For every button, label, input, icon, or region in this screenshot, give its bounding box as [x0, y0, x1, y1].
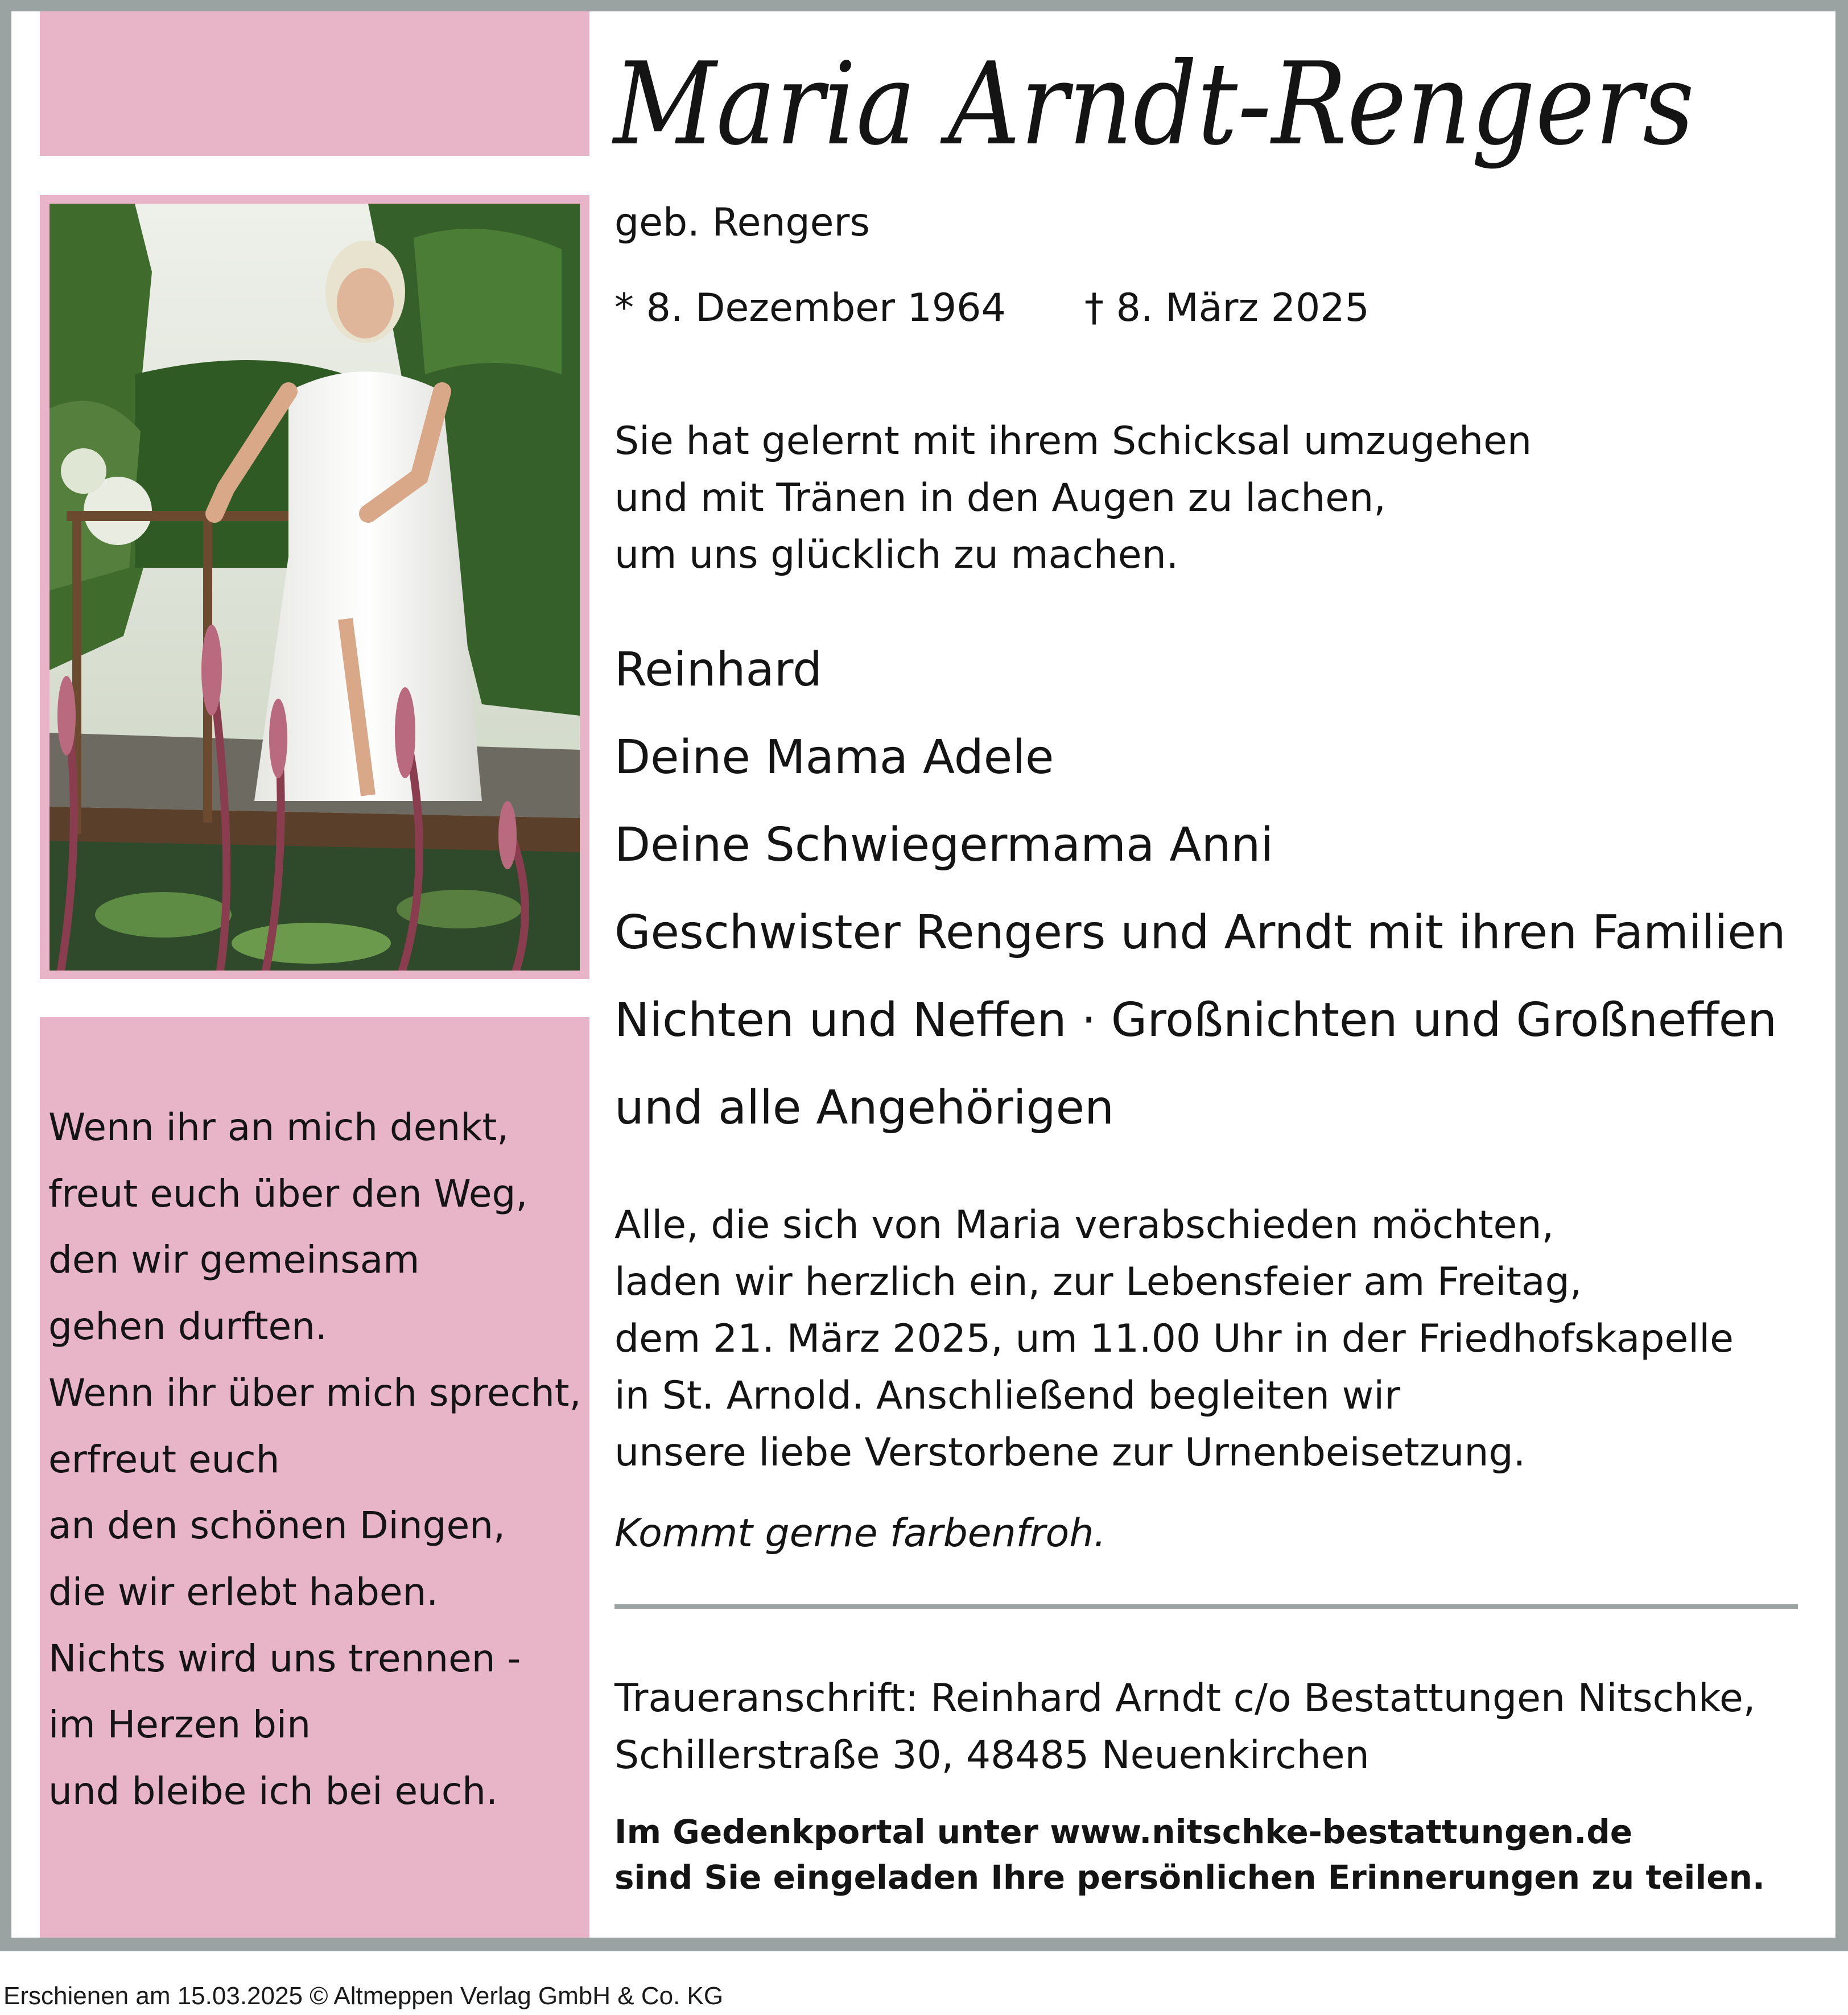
divider — [614, 1604, 1798, 1609]
mourner: Geschwister Rengers und Arndt mit ihren Familien — [614, 906, 1786, 960]
poem-line: den wir gemeinsam — [48, 1238, 420, 1282]
birth-name: geb. Rengers — [614, 200, 870, 245]
quote-line: Sie hat gelernt mit ihrem Schicksal umzugehen — [614, 419, 1532, 464]
photo-frame — [40, 195, 589, 979]
invitation — [614, 1197, 1734, 1481]
poem-line: Wenn ihr an mich denkt, — [48, 1105, 509, 1149]
poem-line: erfreut euch — [48, 1437, 280, 1481]
mourner: Deine Schwiegermama Anni — [614, 818, 1274, 872]
poem-line: freut euch über den Weg, — [48, 1171, 528, 1216]
poem-line: an den schönen Dingen, — [48, 1504, 505, 1548]
address-line: Schillerstraße 30, 48485 Neuenkirchen — [614, 1733, 1370, 1778]
poem-line: im Herzen bin — [48, 1703, 311, 1747]
poem-line: die wir erlebt haben. — [48, 1570, 439, 1614]
death-date: † 8. März 2025 — [1084, 286, 1370, 331]
invitation-line: in St. Arnold. Anschließend begleiten wir — [614, 1373, 1401, 1418]
portal-line: sind Sie eingeladen Ihre persönlichen Erinnerungen zu teilen. — [614, 1858, 1765, 1897]
pink-accent-block — [40, 11, 589, 156]
poem-line: gehen durften. — [48, 1304, 327, 1349]
invitation-line: Alle, die sich von Maria verabschieden möchten, — [614, 1203, 1554, 1248]
invitation-line: unsere liebe Verstorbene zur Urnenbeisetzung. — [614, 1430, 1526, 1475]
quote-line: um uns glücklich zu machen. — [614, 532, 1179, 577]
mourner: Reinhard — [614, 643, 823, 697]
deceased-name-text: Maria Arndt-Rengers — [611, 38, 1694, 171]
mourning-address — [614, 1670, 1755, 1784]
portal-line: Im Gedenkportal unter www.nitschke-bestattungen.de — [614, 1812, 1633, 1851]
mourners-list — [614, 626, 1786, 1152]
publication-footer: Erschienen am 15.03.2025 © Altmeppen Verlag GmbH & Co. KG — [3, 1982, 724, 2010]
invitation-line: dem 21. März 2025, um 11.00 Uhr in der Friedhofskapelle — [614, 1316, 1734, 1361]
mourner: Deine Mama Adele — [614, 730, 1054, 784]
poem-line: Wenn ihr über mich sprecht, — [48, 1370, 581, 1415]
invitation-line: laden wir herzlich ein, zur Lebensfeier am Freitag, — [614, 1260, 1582, 1304]
closing-note: Kommt gerne farbenfroh. — [614, 1511, 1106, 1556]
poem — [48, 1095, 581, 1825]
birth-date: * 8. Dezember 1964 — [614, 286, 1006, 331]
mourner: und alle Angehörigen — [614, 1081, 1115, 1135]
quote — [614, 413, 1532, 584]
deceased-name — [613, 32, 1825, 214]
mourner: Nichten und Neffen · Großnichten und Großneffen — [614, 993, 1777, 1047]
address-line: Traueranschrift: Reinhard Arndt c/o Bestattungen Nitschke, — [614, 1676, 1756, 1721]
quote-line: und mit Tränen in den Augen zu lachen, — [614, 476, 1386, 521]
poem-line: und bleibe ich bei euch. — [48, 1769, 498, 1814]
memorial-portal-note — [614, 1809, 1765, 1900]
portrait-photo — [50, 204, 580, 971]
poem-line: Nichts wird uns trennen - — [48, 1636, 521, 1680]
